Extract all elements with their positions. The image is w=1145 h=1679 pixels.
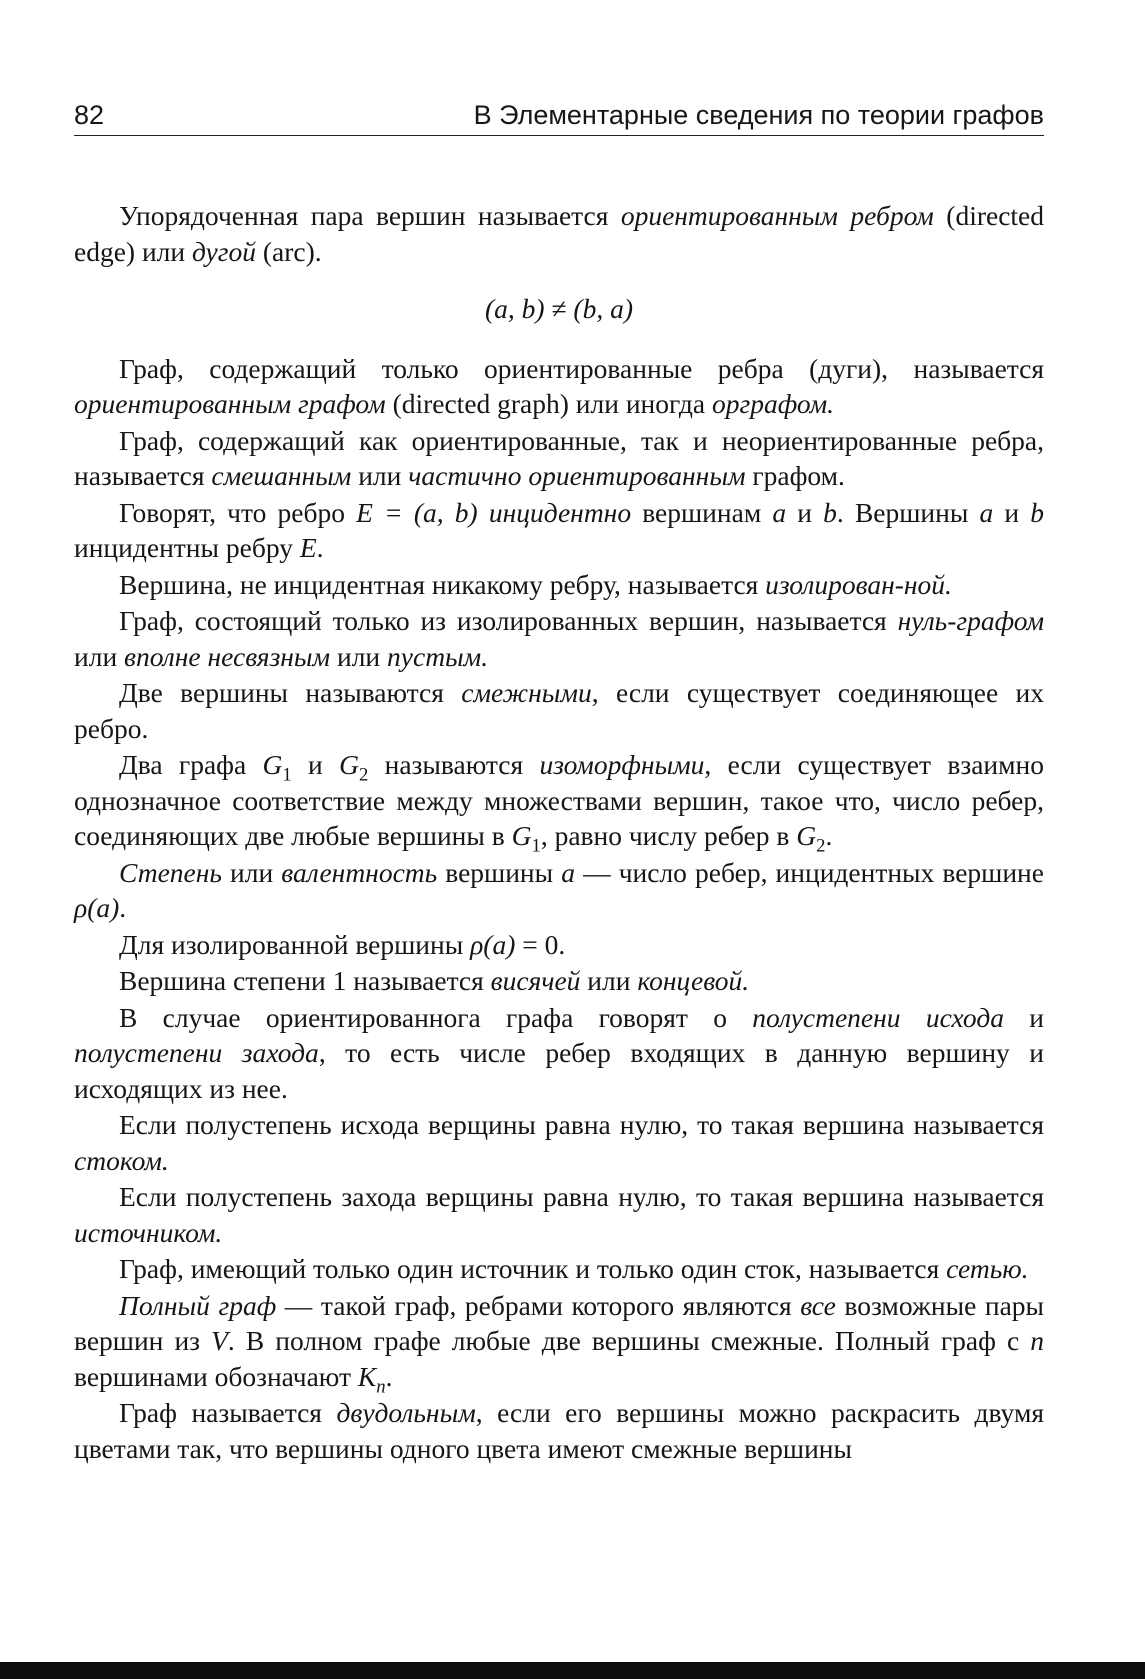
term-source: источником. [74,1216,223,1248]
text: и [291,749,340,780]
paragraph-source [74,1179,1044,1250]
term-out-degree: полустепени исхода [752,1001,1004,1033]
text: (directed edge) или [74,200,1045,267]
text: вершины [437,856,562,888]
text: вершинам [631,496,773,528]
term-directed-edge: ориентированным ребром [620,200,934,231]
text: Две вершины называются [119,677,462,708]
math: ρ(a) [470,928,516,960]
paragraph-null-graph [74,603,1044,674]
term-arc: дугой [191,235,256,267]
text: Граф, содержащий как ориентированные, так и неориентированные ребра, называется [74,424,1044,491]
term-incident: инцидентно [488,496,632,528]
text: называются [368,749,540,780]
text: , если его вершины можно раскрасить двумя цветами так, что вершины одного цвета имеют смежные вершины [74,1397,1044,1464]
text: Граф, состоящий только из изолированных вершин, называется [119,605,898,636]
subscript: 1 [531,835,541,857]
subscript: 1 [282,764,292,786]
text: , если существует соединяющее их ребро. [74,677,1044,744]
term-null-graph: нуль-графом [897,605,1044,636]
paragraph-directed-graph [74,351,1044,422]
paragraph-incidence [74,495,1044,566]
text: , если существует взаимно однозначное соответствие между множествами вершин, такое что, число ребер, соединяющих две любые вершины в [74,749,1044,851]
text: (arc). [255,235,322,267]
text: В случае ориентированнога графа говорят о [119,1001,753,1033]
text: и [1003,1001,1044,1033]
term-in-degree: полустепени захода [74,1037,319,1068]
math: G [262,749,283,780]
math: a [561,856,575,888]
text: Упорядоченная пара вершин называется [119,200,621,231]
term-degree: Степень [119,856,222,888]
running-header [74,100,1044,136]
text: . [316,532,324,563]
text: Граф, имеющий только один источник и только один сток, называется [119,1253,947,1284]
running-title: В Элементарные сведения по теории графов [473,100,1044,130]
term-mixed: смешанным [211,460,352,491]
text: графом. [745,460,845,491]
text: и [993,496,1031,528]
text: , равно числу ребер в [540,820,797,851]
paragraph-complete-graph [74,1288,1044,1395]
text: или [351,460,409,491]
text: Вершина степени 1 называется [119,965,491,996]
formula-left: (a, b) [485,293,545,324]
math: K [357,1360,377,1392]
text: Вершина, не инцидентная никакому ребру, называется [119,568,766,600]
paragraph-degree [74,855,1044,926]
paragraph-sink [74,1107,1044,1178]
text: Если полустепень захода верщины равна нулю, то такая вершина называется [119,1181,1044,1212]
term-partially-directed: частично ориентированным [408,460,746,491]
math: G [339,749,359,780]
text: = 0. [515,928,566,960]
math: G [796,820,817,851]
term-complete-graph: Полный граф [119,1289,277,1321]
term-terminal: концевой. [637,965,750,996]
paragraph-isolated-vertex [74,567,1044,603]
text: . Вершины [836,496,980,528]
text: Граф, содержащий только ориентированные ребра (дуги), называется [119,352,1044,384]
text: или [221,856,282,888]
term-isolated: изолирован-ной. [765,568,952,600]
paragraph-mixed-graph [74,423,1044,494]
text: или [330,640,388,672]
book-page [74,100,1044,1467]
math: G [511,820,532,851]
text: возможные пары вершин из [74,1289,1045,1356]
text: (directed graph) или иногда [385,388,712,419]
text: или [74,640,125,672]
text: Для изолированной вершины [119,928,471,960]
paragraph-isomorphic [74,747,1044,857]
paragraph-network [74,1251,1044,1287]
text [478,497,489,528]
text: или [580,965,638,996]
text: . [119,892,127,923]
formula-operator: ≠ [544,293,574,324]
text: — такой граф, ребрами которого являются [276,1289,801,1321]
math: E = (a, b) [356,496,478,528]
body-text [74,198,1044,1466]
subscript: n [376,1376,386,1397]
scan-edge-bar [0,1662,1145,1679]
term-bipartite: двудольным [336,1397,476,1428]
math: b [1030,496,1045,528]
text: инцидентны ребру [74,532,300,563]
math: n [1030,1325,1044,1356]
text: , то есть числе ребер входящих в данную вершину и исходящих из нее. [74,1037,1044,1104]
text: и [786,496,824,528]
subscript: 2 [358,764,369,786]
paragraph-half-degrees [74,1000,1044,1107]
formula-ordered-pair [74,291,1044,327]
math: V [211,1325,228,1356]
text: . [825,820,833,851]
paragraph-bipartite [74,1395,1044,1466]
math: b [823,496,837,528]
math: a [772,496,787,528]
math: E [299,532,317,563]
term-all: все [800,1289,836,1321]
term-network: сетью. [946,1253,1029,1284]
text: . [385,1360,393,1392]
subscript: 2 [816,835,826,857]
math: a [979,496,994,528]
text: Если полустепень исхода верщины равна нулю, то такая вершина называется [119,1109,1044,1140]
term-directed-graph: ориентированным графом [74,388,386,419]
paragraph-directed-edge [74,198,1044,269]
term-digraph: орграфом. [712,388,835,419]
paragraph-adjacent [74,675,1044,746]
math: ρ(a) [74,892,120,923]
paragraph-pendant [74,963,1044,999]
text: . В полном графе любые две вершины смежные. Полный граф с [227,1325,1031,1356]
text: вершинами обозначают [74,1360,358,1392]
term-adjacent: смежными [461,677,592,708]
formula-right: (b, a) [573,293,633,324]
text: — число ребер, инцидентных вершине [574,856,1044,888]
page-number: 82 [74,100,105,130]
text: Два графа [119,749,263,780]
text: Говорят, что ребро [119,496,357,528]
term-empty: пустым. [387,640,489,672]
text: Граф называется [119,1397,337,1428]
term-pendant: висячей [490,965,581,996]
term-totally-disconnected: вполне несвязным [124,640,331,672]
term-sink: стоком. [74,1144,169,1176]
term-isomorphic: изоморфными [539,749,705,780]
term-valency: валентность [281,856,438,888]
paragraph-isolated-degree [74,927,1044,963]
